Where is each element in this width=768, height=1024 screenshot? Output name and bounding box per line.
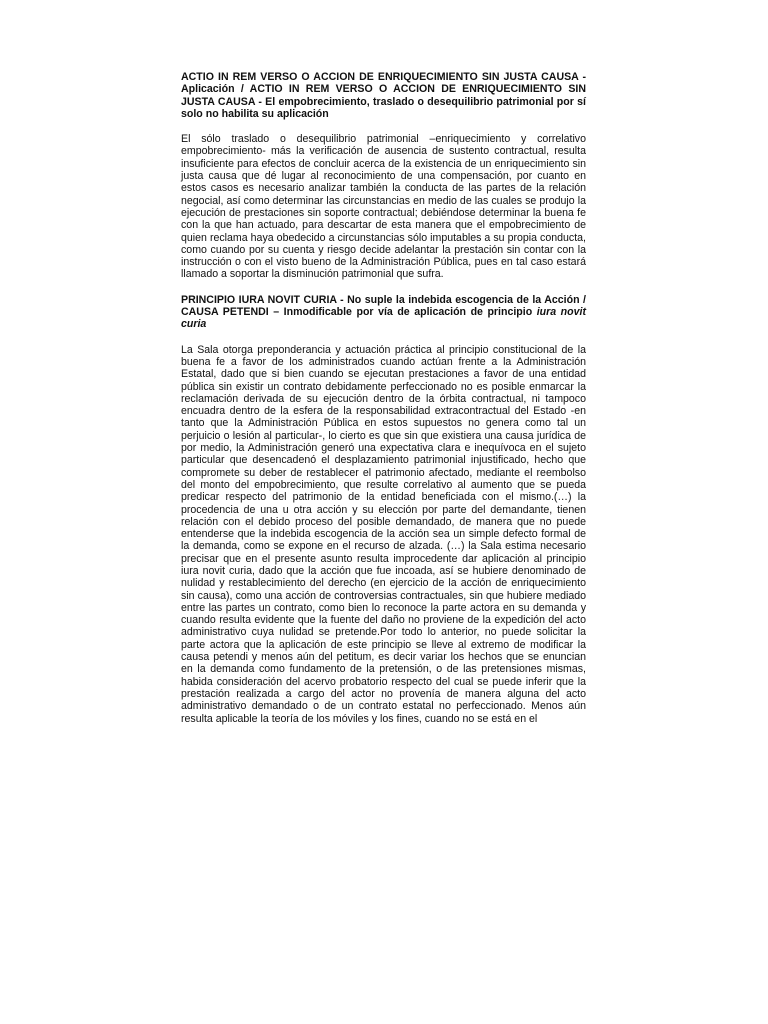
heading-italic-term: iura novit curia	[181, 306, 586, 331]
body-paragraph-enriquecimiento: El sólo traslado o desequilibrio patrimonial –enriquecimiento y correlativo empobrecimiento- más la verificación de ausencia de sustento contractual, resulta insuficiente para efectos de concluir acerca de la existencia de un enriquecimiento sin justa causa que dé lugar al reconocimiento de una compensación, por cuanto en estos casos es necesario analizar también la conducta de las partes de la relación negocial, así como determinar las circunstancias en medio de las cuales se produjo la ejecución de prestaciones sin soporte contractual; debiéndose determinar la buena fe con la que han actuado, para descartar de esta manera que el empobrecimiento de quien reclama haya obedecido a circunstancias sólo imputables a su propia conducta, como cuando por su cuenta y riesgo decide adelantar la prestación sin contar con la instrucción o con el visto bueno de la Administración Pública, pues en tal caso estará llamado a soportar la disminución patrimonial que sufra.	[181, 133, 586, 281]
section-heading-iura-novit-curia	[181, 294, 586, 331]
heading-text: PRINCIPIO IURA NOVIT CURIA - No suple la indebida escogencia de la Acción / CAUSA PETENDI – Inmodificable por vía de aplicación de principio	[181, 293, 586, 319]
section-heading-enriquecimiento: ACTIO IN REM VERSO O ACCION DE ENRIQUECIMIENTO SIN JUSTA CAUSA - Aplicación / ACTIO IN REM VERSO O ACCION DE ENRIQUECIMIENTO SIN JUSTA CAUSA - El empobrecimiento, traslado o desequilibrio patrimonial por sí solo no habilita su aplicación	[181, 71, 586, 120]
document-page	[181, 71, 586, 738]
body-paragraph-iura-novit-curia: La Sala otorga preponderancia y actuación práctica al principio constitucional de la buena fe a favor de los administrados cuando actúan frente a la Administración Estatal, dado que si bien cuando se ejecutan prestaciones a favor de una entidad pública sin existir un contrato debidamente perfeccionado no es posible enmarcar la reclamación derivada de su ejecución dentro de la órbita contractual, ni tampoco encuadra dentro de la esfera de la responsabilidad extracontractual del Estado -en tanto que la Administración Pública en estos supuestos no genera como tal un perjuicio o lesión al particular-, lo cierto es que sin que existiera una causa jurídica de por medio, la Administración generó una expectativa clara e inequívoca en el sujeto particular que desencadenó el desplazamiento patrimonial injustificado, hecho que compromete su deber de restablecer el patrimonio afectado, mediante el reembolso del monto del empobrecimiento, que resulte correlativo al aumento que se pueda predicar respecto del patrimonio de la entidad beneficiada con el mismo.(…) la procedencia de una u otra acción y su elección por parte del demandante, tienen relación con el debido proceso del posible demandado, de manera que no puede entenderse que la indebida escogencia de la acción sea un simple defecto formal de la demanda, como se expone en el recurso de alzada. (…) la Sala estima necesario precisar que en el presente asunto resulta improcedente dar aplicación al principio iura novit curia, dado que la acción que fue incoada, así se hubiere denominado de nulidad y restablecimiento del derecho (en ejercicio de la acción de enriquecimiento sin causa), como una acción de controversias contractuales, sin que hubiere mediado entre las partes un contrato, como bien lo reconoce la parte actora en su demanda y cuando resulta evidente que la fuente del daño no proviene de la expedición del acto administrativo cuya nulidad se pretende.Por todo lo anterior, no puede solicitar la parte actora que la aplicación de este principio se lleve al extremo de modificar la causa petendi y menos aún del petitum, es decir variar los hechos que se enuncian en la demanda como fundamento de la pretensión, o de las pretensiones mismas, habida consideración del acervo probatorio respecto del cual se puede inferir que la prestación realizada a cargo del actor no provenía de manera alguna del acto administrativo demandado o de un contrato estatal no perfeccionado. Menos aún resulta aplicable la teoría de los móviles y los fines, cuando no se está en el	[181, 343, 586, 725]
